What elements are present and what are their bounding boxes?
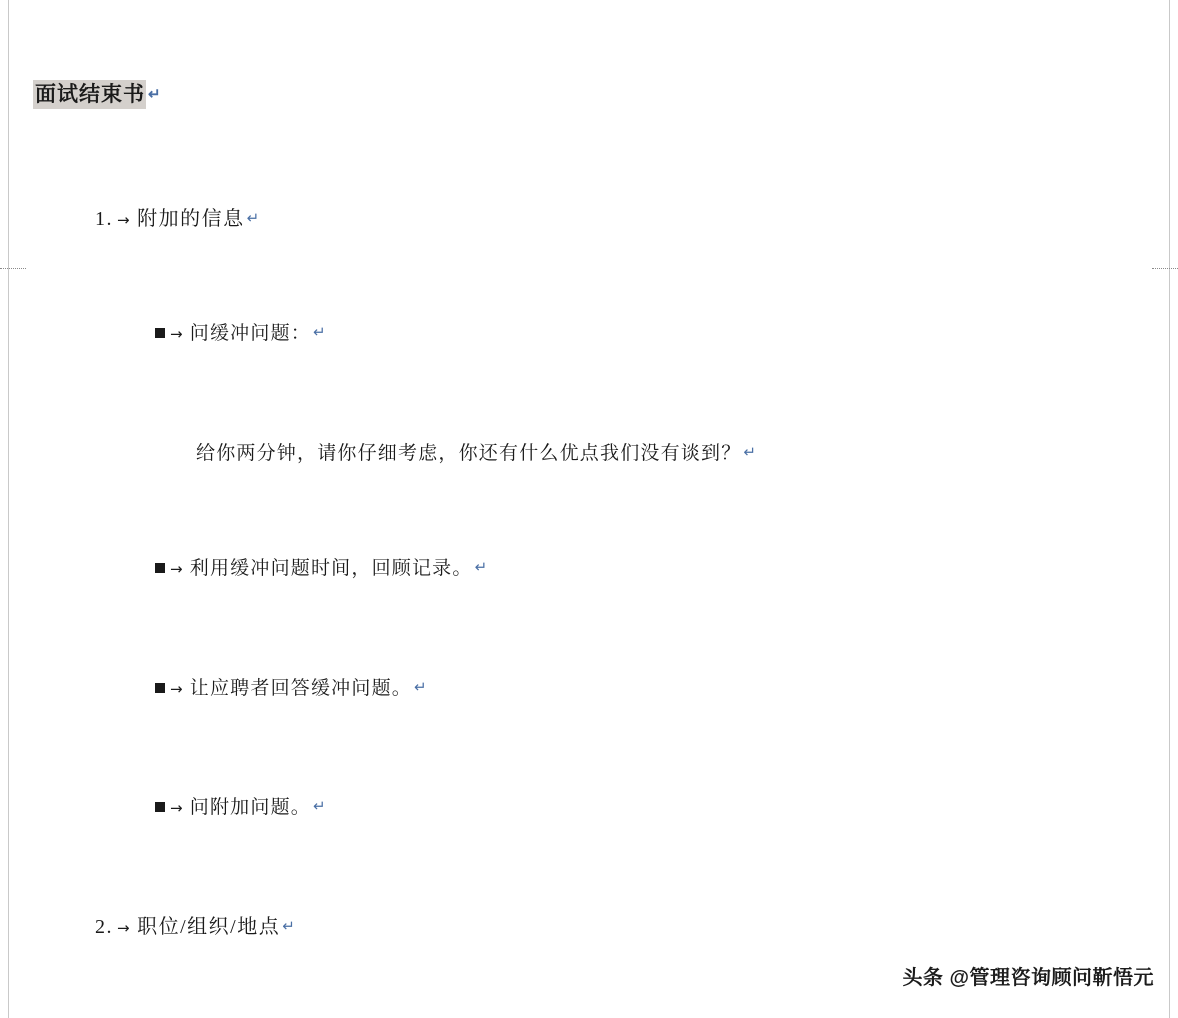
paragraph-buffer-question bbox=[196, 438, 757, 465]
pilcrow-icon: ↵ bbox=[282, 918, 297, 935]
square-bullet-icon bbox=[155, 328, 165, 338]
pilcrow-icon: ↵ bbox=[474, 559, 489, 576]
list-item-bullet-4 bbox=[155, 792, 327, 819]
watermark: 头条 @管理咨询顾问靳悟元 bbox=[902, 967, 1154, 989]
list-item-numbered-2 bbox=[95, 910, 296, 939]
list-item-bullet-2 bbox=[155, 553, 488, 580]
pilcrow-icon: ↵ bbox=[743, 444, 758, 461]
list-item-text: 利用缓冲问题时间，回顾记录。 bbox=[189, 558, 473, 579]
list-marker: 2. bbox=[95, 916, 113, 938]
document-title bbox=[33, 78, 162, 108]
tab-arrow-icon: → bbox=[170, 560, 184, 578]
tab-arrow-icon: → bbox=[170, 680, 184, 698]
document-title-text: 面试结束书 bbox=[33, 80, 146, 109]
list-item-text: 让应聘者回答缓冲问题。 bbox=[189, 678, 412, 699]
list-item-bullet-3 bbox=[155, 673, 428, 700]
tab-arrow-icon: → bbox=[170, 325, 184, 343]
paragraph-text: 给你两分钟，请你仔细考虑，你还有什么优点我们没有谈到？ bbox=[196, 443, 742, 464]
list-item-text: 附加的信息 bbox=[137, 208, 245, 230]
list-item-text: 职位/组织/地点 bbox=[137, 916, 281, 938]
pilcrow-icon: ↵ bbox=[246, 210, 261, 227]
pilcrow-icon: ↵ bbox=[413, 679, 428, 696]
square-bullet-icon bbox=[155, 563, 165, 573]
square-bullet-icon bbox=[155, 802, 165, 812]
square-bullet-icon bbox=[155, 683, 165, 693]
list-item-text: 问缓冲问题： bbox=[189, 323, 311, 344]
list-marker: 1. bbox=[95, 208, 113, 230]
list-item-numbered-1 bbox=[95, 202, 261, 231]
tab-arrow-icon: → bbox=[117, 919, 132, 937]
pilcrow-icon: ↵ bbox=[312, 324, 327, 341]
tab-arrow-icon: → bbox=[117, 211, 132, 229]
pilcrow-icon: ↵ bbox=[312, 798, 327, 815]
list-item-text: 问附加问题。 bbox=[189, 797, 311, 818]
tab-arrow-icon: → bbox=[170, 799, 184, 817]
pilcrow-icon: ↵ bbox=[148, 86, 162, 103]
list-item-bullet-1 bbox=[155, 318, 327, 345]
